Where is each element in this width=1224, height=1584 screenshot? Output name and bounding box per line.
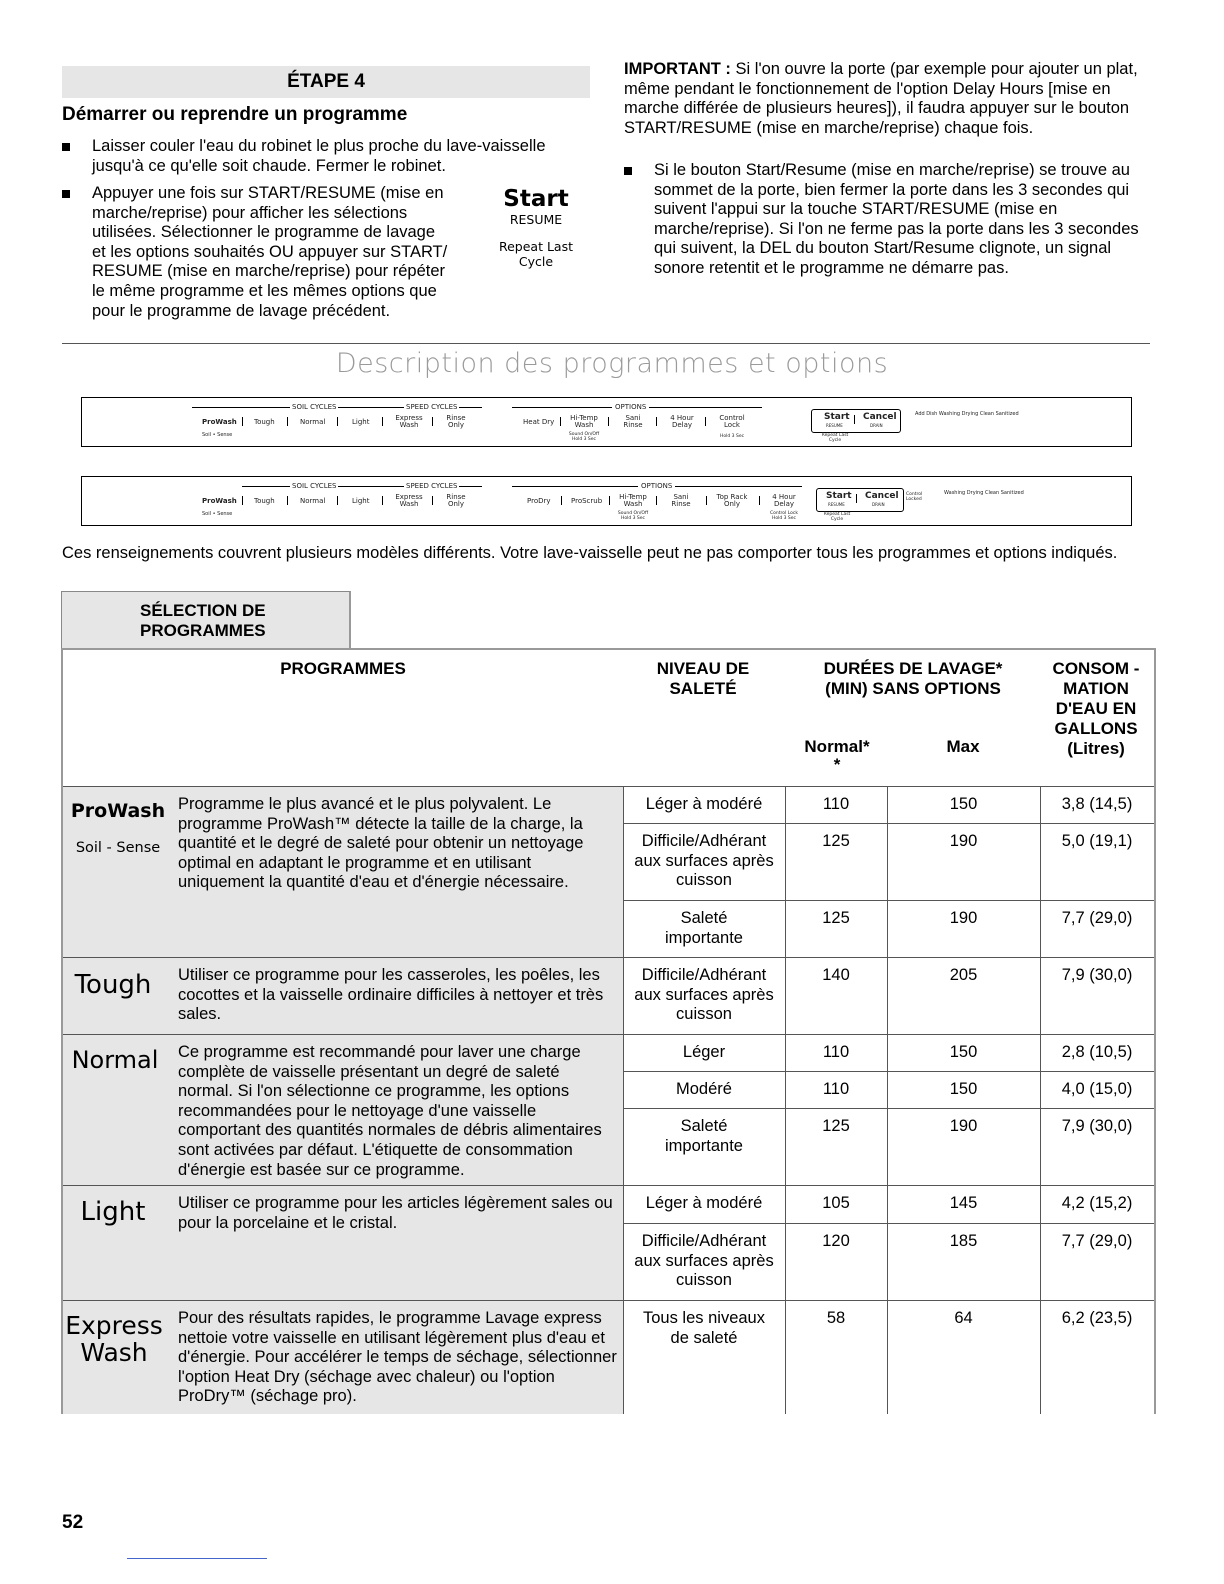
bullet-square-icon xyxy=(62,190,70,198)
option-4-hour-delay[interactable]: 4 Hour Delay xyxy=(772,493,796,508)
resume-label: RESUME xyxy=(826,423,843,428)
options-label: OPTIONS xyxy=(638,482,675,490)
option-control-lock[interactable]: Control Lock xyxy=(719,414,745,429)
cycle-light[interactable]: Light xyxy=(352,418,370,426)
normal-description: Ce programme est recommandé pour laver une charge complète de vaisselle présentant un degré de saleté normal. Si l'on sélectionne ce programme, les options recommandées pour le nettoyage d'une vaisselle comportant des quantités normales de débris alimentaires sont activées par défaut. L'étiquette de consommation d'énergie est basée sur ce programme. xyxy=(178,1043,602,1179)
start-button[interactable]: Start xyxy=(824,412,850,422)
program-prowash: ProWash Soil - Sense xyxy=(70,800,166,856)
cycle-normal[interactable]: Normal xyxy=(300,418,326,426)
hold-label: Hold 3 Sec xyxy=(720,434,745,439)
sound-label: Sound On/Off Hold 3 Sec xyxy=(617,511,649,521)
soil-cycles-label: SOIL CYCLES xyxy=(292,482,337,490)
speed-cycles-label: SPEED CYCLES xyxy=(406,482,458,490)
program-express-wash: Express Wash xyxy=(65,1311,163,1367)
page-number: 52 xyxy=(62,1512,84,1533)
soil-sense-label: Soil • Sense xyxy=(202,511,233,517)
cycle-tough[interactable]: Tough xyxy=(254,418,275,426)
cycle-tough[interactable]: Tough xyxy=(254,497,275,505)
options-label: OPTIONS xyxy=(612,403,649,411)
header-durees: DURÉES DE LAVAGE* (MIN) SANS OPTIONS xyxy=(823,659,1003,698)
step-header-bar xyxy=(62,66,590,98)
header-conso: CONSOM -MATION D'EAU EN GALLONS (Litres) xyxy=(1052,659,1140,758)
bullet-square-icon xyxy=(62,143,70,151)
option-top-rack-only[interactable]: Top Rack Only xyxy=(716,493,748,508)
express-wash-description: Pour des résultats rapides, le programme Lavage express nettoie votre vaisselle en utilisant légèrement plus d'eau et d'énergie. Pour accélérer le temps de séchage, sélectionner l'option Heat Dry (séchage avec chaleur) ou l'option ProDry™ (séchage pro). xyxy=(178,1309,617,1406)
step-heading: Démarrer ou reprendre un programme xyxy=(62,104,408,125)
start-resume-button-illustration: Start RESUME Repeat Last Cycle xyxy=(498,186,573,269)
repeat-last-cycle-label: Repeat Last Cycle xyxy=(823,512,851,522)
drain-label: DRAIN xyxy=(872,502,885,507)
cycle-light[interactable]: Light xyxy=(352,497,370,505)
models-note: Ces renseignements couvrent plusieurs modèles différents. Votre lave-vaisselle peut ne pas comporter tous les programmes et options indiqués. xyxy=(62,544,1118,562)
cycle-express-wash[interactable]: Express Wash xyxy=(395,414,423,429)
section-title: Description des programmes et options xyxy=(335,348,889,379)
prowash-description: Programme le plus avancé et le plus polyvalent. Le programme ProWash™ détecte la taille de la charge, la quantité et le degré de saleté pour obtenir un nettoyage optimal en adaptant le programme et en utilisant uniquement la quantité d'eau et d'énergie nécessaire. xyxy=(178,795,584,892)
resume-label: RESUME xyxy=(828,502,845,507)
header-normal-star: * xyxy=(833,755,841,774)
option-sani-rinse[interactable]: Sani Rinse xyxy=(671,493,691,508)
cycle-rinse-only[interactable]: Rinse Only xyxy=(446,493,466,508)
option-heat-dry[interactable]: Heat Dry xyxy=(523,418,555,426)
control-panel-2 xyxy=(81,476,1132,526)
cycle-rinse-only[interactable]: Rinse Only xyxy=(446,414,466,429)
speed-cycles-label: SPEED CYCLES xyxy=(406,403,458,411)
important-paragraph: IMPORTANT : Si l'on ouvre la porte (par exemple pour ajouter un plat, même pendant le fonctionnement de l'option Delay Hours [mise en marche différée de plusieurs heures]), il faudra appuyer sur le bouton START/RESUME (mise en marche/reprise) chaque fois. xyxy=(624,60,1138,137)
repeat-last-cycle-label: Repeat Last Cycle xyxy=(821,433,849,443)
cycle-express-wash[interactable]: Express Wash xyxy=(395,493,423,508)
cancel-button[interactable]: Cancel xyxy=(865,491,899,501)
control-locked-indicator: Control Locked xyxy=(906,492,923,502)
control-panel-1 xyxy=(81,397,1132,447)
header-niveau: NIVEAU DE SALETÉ xyxy=(656,659,750,698)
option-4-hour-delay[interactable]: 4 Hour Delay xyxy=(670,414,694,429)
light-description: Utiliser ce programme pour les articles légèrement sales ou pour la porcelaine et le cristal. xyxy=(178,1194,613,1232)
important-bullet: Si le bouton Start/Resume (mise en marche/reprise) se trouve au sommet de la porte, bien fermer la porte dans les 3 secondes qui suivent l'appui sur la touche START/RESUME (mise en marche/reprise). Si l'on ne ferme pas la porte dans les 3 secondes qui suivent, la DEL du bouton Start/Resume clignote, un signal sonore retentit et le programme ne démarre pas. xyxy=(624,161,1146,301)
option-proscrub[interactable]: ProScrub xyxy=(571,497,603,505)
option-hi-temp-wash[interactable]: Hi-Temp Wash xyxy=(570,414,598,429)
control-lock-label: Control Lock Hold 3 Sec xyxy=(770,511,798,521)
program-tough: Tough xyxy=(74,970,152,1000)
soil-sense-label: Soil • Sense xyxy=(202,432,233,438)
tough-description: Utiliser ce programme pour les casseroles, les poêles, les cocottes et la vaisselle ordinaire difficiles à nettoyer et très sales. xyxy=(178,966,604,1024)
program-light: Light xyxy=(80,1197,146,1227)
divider xyxy=(62,343,1150,344)
cycle-prowash[interactable]: ProWash xyxy=(202,497,237,505)
header-normal: Normal* xyxy=(804,737,870,756)
option-hi-temp-wash[interactable]: Hi-Temp Wash xyxy=(619,493,647,508)
programmes-table: PROGRAMMES NIVEAU DE SALETÉ DURÉES DE LAVAGE* (MIN) SANS OPTIONS Normal* * Max CONSOM -MATION D'EAU EN GALLONS (Litres) ProWash Soil - Sense Programme le plus avancé et le plus polyvalent. Le programme ProWash™ détecte la taille de la charge, la quantité et le degré de saleté pour obtenir un nettoyage optimal en adaptant le programme et en utilisant uniquement la quantité d'eau et d'énergie nécessaire. Léger à modéré 110 150 3,8 (14,5) Difficile/Adhérant aux surfaces après cuisson 125 190 5,0 (19,1) Saleté importante 125 190 7,7 (29,0) Tough Utiliser ce programme pour les casseroles, les poêles, les cocottes et la vaisselle ordinaire difficiles à nettoyer et très sales. Difficile/Adhérant aux surfaces après cuisson 140 205 7,9 (30,0) Normal Ce programme est recommandé pour laver une charge complète de vaisselle présentant un degré de saleté normal. Si l'on sélectionne ce programme, les options recommandées pour le nettoyage d'une vaisselle comportant des quantités normales de débris alimentaires sont activées par défaut. L'étiquette de consommation d'énergie est basée sur ce programme. Léger 110 150 2,8 (10,5) Modéré 110 150 4,0 (15,0) Saleté importante 125 190 7,9 (30,0) Light Utiliser ce programme pour les articles légèrement sales ou pour la porcelaine et le cristal. Léger à modéré 105 145 4,2 (15,2) Difficile/Adhérant aux surfaces après cuisson 120 185 7,7 (29,0) Express Wash Pour des résultats rapides, le programme Lavage express nettoie votre vaisselle en utilisant légèrement plus d'eau et d'énergie. Pour accélérer le temps de séchage, sélectionner l'option Heat Dry (séchage avec chaleur) ou l'option ProDry™ (séchage pro). Tous les niveaux de saleté 58 64 6,2 (23,5) xyxy=(61,648,1156,1414)
drain-label: DRAIN xyxy=(870,423,883,428)
step-bullet-1: Laisser couler l'eau du robinet le plus proche du lave-vaisselle jusqu'à ce qu'elle soit chaude. Fermer le robinet. xyxy=(62,137,592,177)
selection-programmes-box: SÉLECTION DE PROGRAMMES xyxy=(61,591,351,650)
sound-label: Sound On/Off Hold 3 Sec xyxy=(568,432,600,442)
start-button[interactable]: Start xyxy=(826,491,852,501)
step-title: ÉTAPE 4 xyxy=(287,71,365,92)
program-normal: Normal xyxy=(71,1046,159,1074)
option-sani-rinse[interactable]: Sani Rinse xyxy=(623,414,643,429)
status-indicators: Washing Drying Clean Sanitized xyxy=(944,490,1024,496)
header-programmes: PROGRAMMES xyxy=(280,659,406,678)
footer-line xyxy=(127,1558,267,1559)
status-indicators: Add Dish Washing Drying Clean Sanitized xyxy=(915,411,1019,417)
cycle-normal[interactable]: Normal xyxy=(300,497,326,505)
header-max: Max xyxy=(946,737,980,756)
cancel-button[interactable]: Cancel xyxy=(863,412,897,422)
option-prodry[interactable]: ProDry xyxy=(527,497,551,505)
cycle-prowash[interactable]: ProWash xyxy=(202,418,237,426)
soil-cycles-label: SOIL CYCLES xyxy=(292,403,337,411)
step-bullet-2: Appuyer une fois sur START/RESUME (mise en marche/reprise) pour afficher les sélections utilisées. Sélectionner le programme de lavage et les options souhaités OU appuyer sur START/ RESUME (mise en marche/reprise) pour répéter le même programme et les mêmes options que pour le programme de lavage précédent. xyxy=(62,184,482,324)
bullet-square-icon xyxy=(624,167,632,175)
